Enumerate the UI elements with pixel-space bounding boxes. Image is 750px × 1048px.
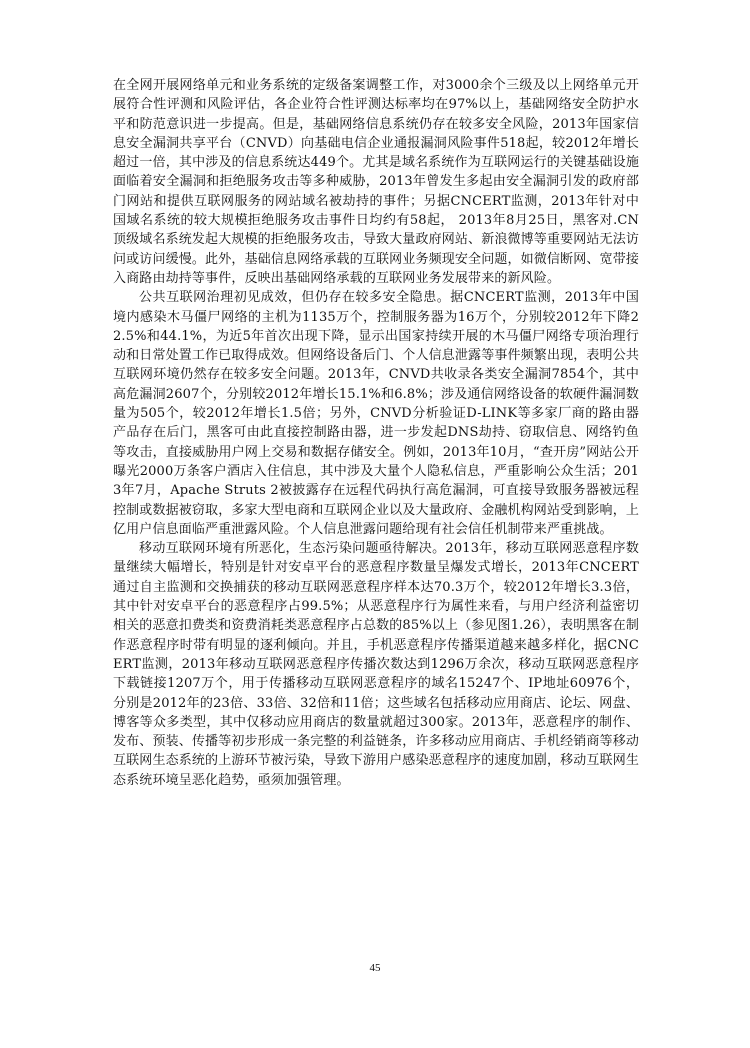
page-number: 45 [369, 962, 381, 974]
paragraph-continued: 在全网开展网络单元和业务系统的定级备案调整工作，对3000余个三级及以上网络单元开展符合性评测和风险评估，各企业符合性评测达标率均在97%以上，基础网络安全防护水平和防范意识进一步提高。但是，基础网络信息系统仍存在较多安全风险，2013年国家信息安全漏洞共享平台（CNVD）向基础电信企业通报漏洞风险事件518起，较2012年增长超过一倍，其中涉及的信息系统达449个。尤其是域名系统作为互联网运行的关键基础设施面临着安全漏洞和拒绝服务攻击等多种威胁，2013年曾发生多起由安全漏洞引发的政府部门网站和提供互联网服务的网站域名被劫持的事件；另据CNCERT监测，2013年针对中国域名系统的较大规模拒绝服务攻击事件日均约有58起， 2013年8月25日，黑客对.CN顶级域名系统发起大规模的拒绝服务攻击，导致大量政府网站、新浪微博等重要网站无法访问或访问缓慢。此外，基础信息网络承载的互联网业务频现安全问题，如微信断网、宽带接入商路由劫持等事件，反映出基础网络承载的互联网业务发展带来的新风险。 [113, 78, 640, 286]
body-text [113, 76, 639, 790]
paragraph-public-internet: 公共互联网治理初见成效，但仍存在较多安全隐患。据CNCERT监测，2013年中国境内感染木马僵尸网络的主机为1135万个，控制服务器为16万个，分别较2012年下降22.5%和44.1%，为近5年首次出现下降，显示出国家持续开展的木马僵尸网络专项治理行动和日常处置工作已取得成效。但网络设备后门、个人信息泄露等事件频繁出现，表明公共互联网环境仍然存在较多安全问题。2013年，CNVD共收录各类安全漏洞7854个，其中高危漏洞2607个，分别较2012年增长15.1%和6.8%；涉及通信网络设备的软硬件漏洞数量为505个，较2012年增长1.5倍；另外，CNVD分析验证D-LINK等多家厂商的路由器产品存在后门，黑客可由此直接控制路由器，进一步发起DNS劫持、窃取信息、网络钓鱼等攻击，直接威胁用户网上交易和数据存储安全。例如，2013年10月，“查开房”网站公开曝光2000万条客户酒店入住信息，其中涉及大量个人隐私信息，严重影响公众生活；2013年7月，Apache Struts 2被披露存在远程代码执行高危漏洞，可直接导致服务器被远程控制或数据被窃取，多家大型电商和互联网企业以及大量政府、金融机构网站受到影响，上亿用户信息面临严重泄露风险。个人信息泄露问题给现有社会信任机制带来严重挑战。 [113, 290, 640, 537]
paragraph-mobile-internet: 移动互联网环境有所恶化，生态污染问题亟待解决。2013年，移动互联网恶意程序数量继续大幅增长，特别是针对安卓平台的恶意程序数量呈爆发式增长，2013年CNCERT通过自主监测和交换捕获的移动互联网恶意程序样本达70.3万个，较2012年增长3.3倍，其中针对安卓平台的恶意程序占99.5%；从恶意程序行为属性来看，与用户经济利益密切相关的恶意扣费类和资费消耗类恶意程序占总数的85%以上（参见图1.26），表明黑客在制作恶意程序时带有明显的逐利倾向。并且，手机恶意程序传播渠道越来越多样化，据CNCERT监测，2013年移动互联网恶意程序传播次数达到1296万余次，移动互联网恶意程序下载链接1207万个，用于传播移动互联网恶意程序的域名15247个、IP地址60976个，分别是2012年的23倍、33倍、32倍和11倍；这些域名包括移动应用商店、论坛、网盘、博客等众多类型，其中仅移动应用商店的数量就超过300家。2013年，恶意程序的制作、发布、预装、传播等初步形成一条完整的利益链条，许多移动应用商店、手机经销商等移动互联网生态系统的上游环节被污染，导致下游用户感染恶意程序的速度加剧，移动互联网生态系统环境呈恶化趋势，亟须加强管理。 [113, 541, 640, 788]
